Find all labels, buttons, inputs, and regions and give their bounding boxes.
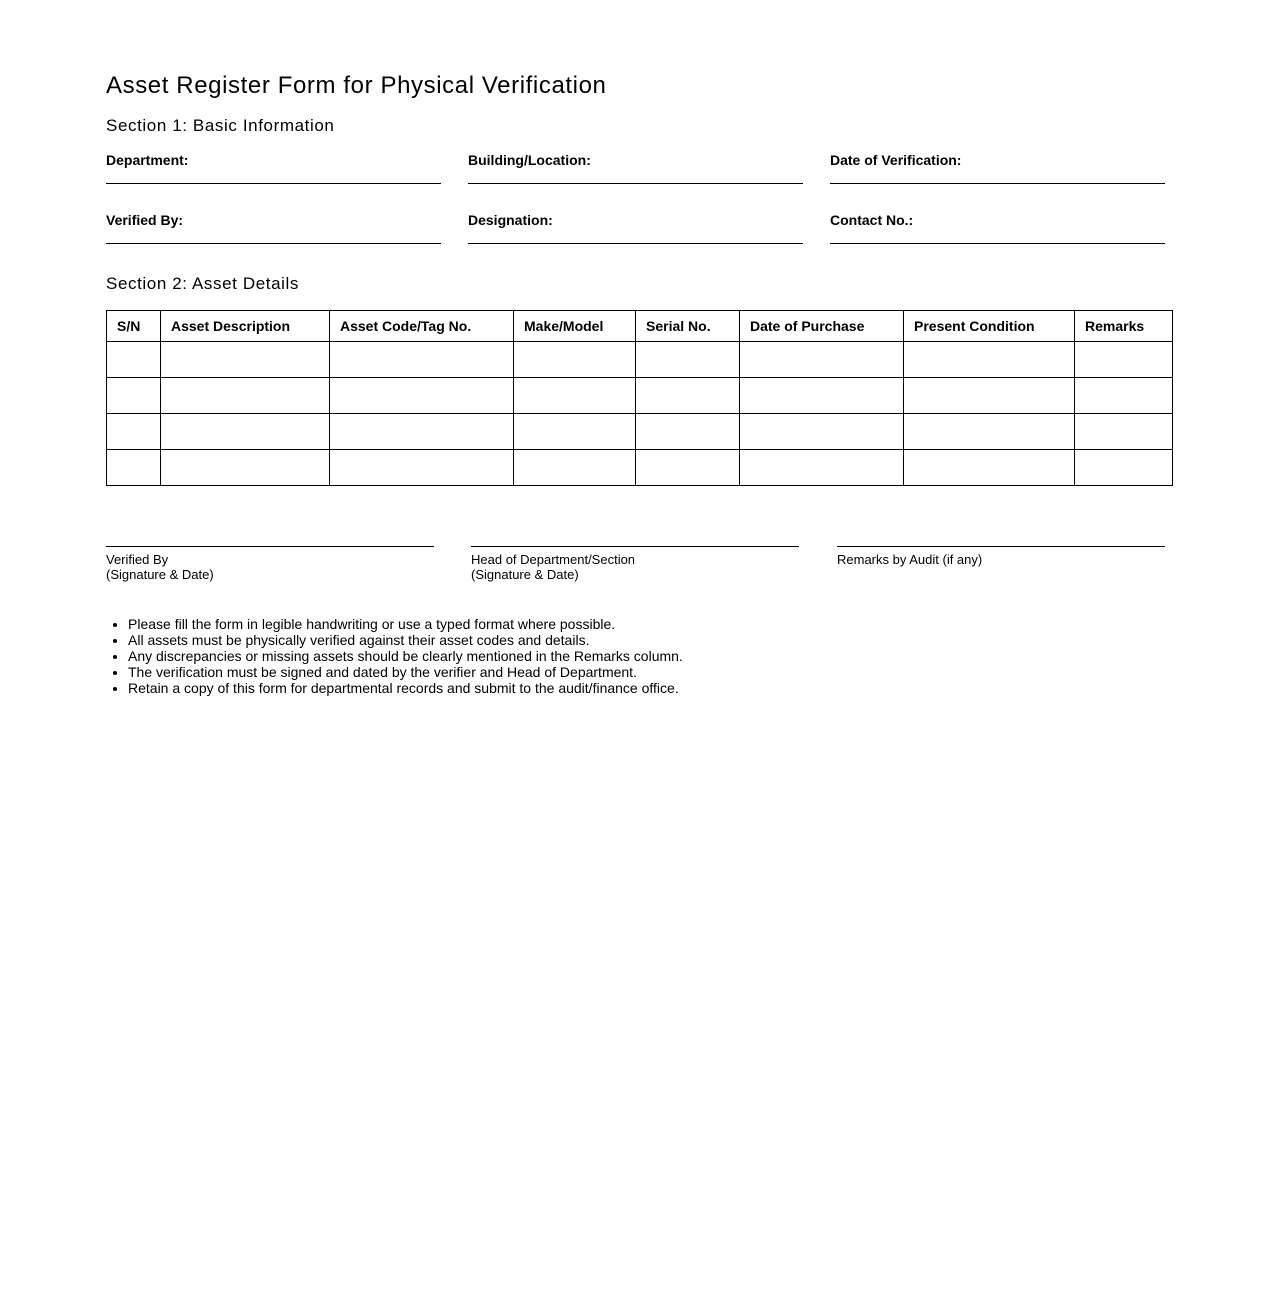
verified-by-label: Verified By: [106, 212, 184, 228]
verified-by-field[interactable] [106, 212, 441, 228]
list-item: • Any discrepancies or missing assets should be clearly mentioned in the Remarks column. [128, 648, 683, 664]
table-cell[interactable] [740, 414, 904, 450]
table-row [107, 450, 1173, 486]
column-header-date-of-purchase: Date of Purchase [740, 311, 904, 342]
signature-caption: Remarks by Audit (if any) [837, 552, 983, 567]
table-cell[interactable] [904, 378, 1075, 414]
signature-line[interactable] [837, 546, 1165, 547]
table-cell[interactable] [636, 342, 740, 378]
section-2-heading: Section 2: Asset Details [106, 274, 299, 293]
table-cell[interactable] [740, 450, 904, 486]
list-item: • All assets must be physically verified against their asset codes and details. [128, 632, 683, 648]
table-row [107, 378, 1173, 414]
table-cell[interactable] [904, 450, 1075, 486]
signature-head-of-department [471, 546, 799, 582]
table-cell[interactable] [904, 342, 1075, 378]
table-cell[interactable] [107, 342, 161, 378]
designation-field[interactable] [468, 212, 803, 228]
date-of-verification-label: Date of Verification: [830, 152, 962, 168]
column-header-serial-no: Serial No. [636, 311, 740, 342]
column-header-asset-description: Asset Description [161, 311, 330, 342]
table-cell[interactable] [107, 378, 161, 414]
list-item: • The verification must be signed and dated by the verifier and Head of Department. [128, 664, 683, 680]
table-row [107, 414, 1173, 450]
building-location-input-line[interactable] [468, 183, 803, 184]
table-cell[interactable] [514, 378, 636, 414]
column-header-present-condition: Present Condition [904, 311, 1075, 342]
table-cell[interactable] [514, 414, 636, 450]
table-cell[interactable] [107, 414, 161, 450]
signature-verified-by [106, 546, 434, 582]
date-of-verification-input-line[interactable] [830, 183, 1165, 184]
table-cell[interactable] [161, 450, 330, 486]
signature-caption: Head of Department/Section [471, 552, 636, 567]
table-cell[interactable] [330, 450, 514, 486]
table-cell[interactable] [330, 414, 514, 450]
table-cell[interactable] [514, 342, 636, 378]
table-cell[interactable] [904, 414, 1075, 450]
table-cell[interactable] [636, 414, 740, 450]
table-cell[interactable] [161, 378, 330, 414]
table-cell[interactable] [107, 450, 161, 486]
table-cell[interactable] [330, 378, 514, 414]
designation-label: Designation: [468, 212, 553, 228]
table-cell[interactable] [330, 342, 514, 378]
instructions-list [106, 616, 683, 696]
table-cell[interactable] [514, 450, 636, 486]
signature-caption: Verified By [106, 552, 169, 567]
table-cell[interactable] [1075, 450, 1173, 486]
verified-by-input-line[interactable] [106, 243, 441, 244]
asset-details-table [106, 310, 1173, 486]
table-cell[interactable] [636, 450, 740, 486]
contact-no-field[interactable] [830, 212, 1165, 228]
signature-line[interactable] [106, 546, 434, 547]
column-header-sn: S/N [107, 311, 161, 342]
table-header-row [107, 311, 1173, 342]
column-header-make-model: Make/Model [514, 311, 636, 342]
table-cell[interactable] [1075, 378, 1173, 414]
designation-input-line[interactable] [468, 243, 803, 244]
signature-audit-remarks [837, 546, 1165, 567]
section-1-heading: Section 1: Basic Information [106, 116, 335, 135]
table-cell[interactable] [161, 342, 330, 378]
table-row [107, 342, 1173, 378]
list-item: • Retain a copy of this form for departmental records and submit to the audit/finance office. [128, 680, 683, 696]
table-cell[interactable] [636, 378, 740, 414]
page-title: Asset Register Form for Physical Verification [106, 72, 607, 99]
table-cell[interactable] [740, 378, 904, 414]
department-field[interactable] [106, 152, 441, 168]
department-label: Department: [106, 152, 189, 168]
signature-line[interactable] [471, 546, 799, 547]
list-item: • Please fill the form in legible handwriting or use a typed format where possible. [128, 616, 683, 632]
table-cell[interactable] [161, 414, 330, 450]
column-header-remarks: Remarks [1075, 311, 1173, 342]
department-input-line[interactable] [106, 183, 441, 184]
table-cell[interactable] [1075, 342, 1173, 378]
table-cell[interactable] [1075, 414, 1173, 450]
building-location-field[interactable] [468, 152, 803, 168]
signature-subcaption: (Signature & Date) [471, 567, 579, 582]
table-cell[interactable] [740, 342, 904, 378]
contact-no-label: Contact No.: [830, 212, 914, 228]
building-location-label: Building/Location: [468, 152, 591, 168]
contact-no-input-line[interactable] [830, 243, 1165, 244]
column-header-asset-code: Asset Code/Tag No. [330, 311, 514, 342]
date-of-verification-field[interactable] [830, 152, 1165, 168]
signature-subcaption: (Signature & Date) [106, 567, 214, 582]
